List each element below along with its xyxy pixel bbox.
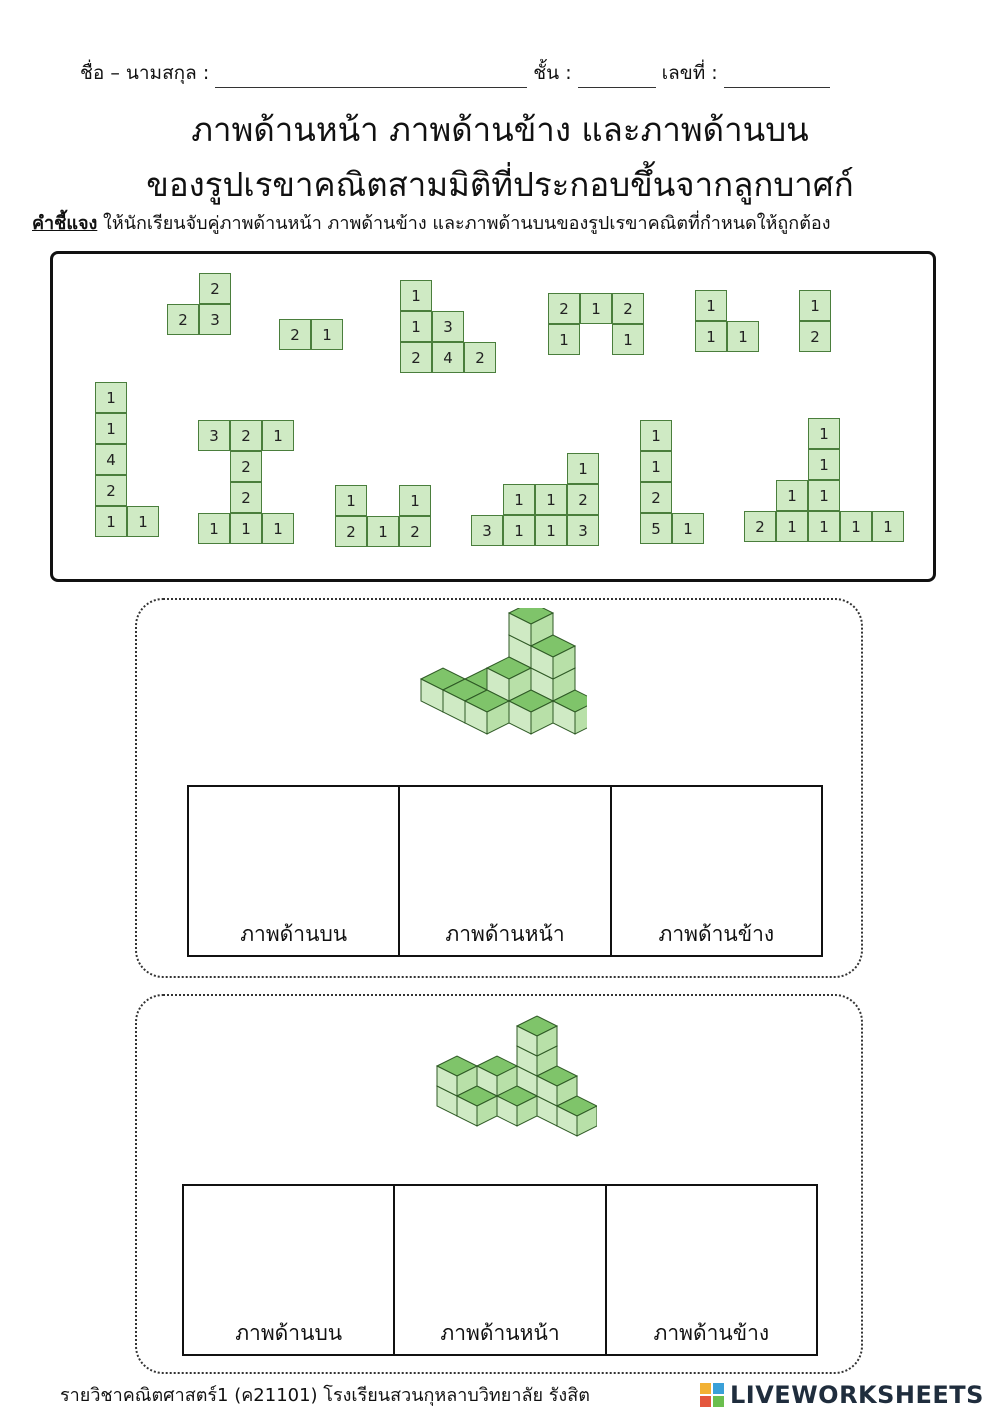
- front-view-label: ภาพด้านหน้า: [440, 1321, 560, 1345]
- view-cell: 1: [808, 449, 840, 480]
- view-cell: 1: [548, 324, 580, 355]
- liveworksheets-logo-icon: [700, 1383, 724, 1407]
- student-info-line: [80, 58, 900, 88]
- view-cell: 1: [198, 513, 230, 544]
- view-cell: 1: [776, 480, 808, 511]
- drop-zone-top-view[interactable]: [189, 787, 400, 955]
- view-cell: 4: [432, 342, 464, 373]
- view-cell: 3: [199, 304, 231, 335]
- view-cell: 1: [535, 515, 567, 546]
- view-cell: 1: [95, 506, 127, 537]
- view-cell: 1: [776, 511, 808, 542]
- drop-zone-front-view[interactable]: [400, 787, 611, 955]
- view-cell: 1: [399, 485, 431, 516]
- view-cell: 1: [95, 413, 127, 444]
- view-cell: 1: [612, 324, 644, 355]
- view-cell: 1: [727, 321, 759, 352]
- view-cell: 3: [567, 515, 599, 546]
- view-cell: 1: [840, 511, 872, 542]
- view-cell: 3: [432, 311, 464, 342]
- page-title-line1: ภาพด้านหน้า ภาพด้านข้าง และภาพด้านบน: [191, 110, 809, 149]
- view-cell: 2: [567, 484, 599, 515]
- view-cell: 1: [808, 511, 840, 542]
- instructions: [32, 208, 972, 237]
- top-view-label: ภาพด้านบน: [240, 922, 348, 946]
- view-cell: 2: [640, 482, 672, 513]
- view-cell: 2: [464, 342, 496, 373]
- watermark-text: LIVEWORKSHEETS: [730, 1381, 984, 1409]
- name-blank[interactable]: [215, 67, 527, 88]
- view-cell: 1: [695, 290, 727, 321]
- side-view-label: ภาพด้านข้าง: [658, 922, 775, 946]
- view-cell: 3: [471, 515, 503, 546]
- task-card-2: [135, 994, 863, 1374]
- view-cell: 2: [335, 516, 367, 547]
- view-cell: 2: [230, 451, 262, 482]
- view-cell: 2: [399, 516, 431, 547]
- view-cell: 1: [640, 420, 672, 451]
- drop-zone-front-view[interactable]: [395, 1186, 606, 1354]
- view-cell: 2: [744, 511, 776, 542]
- cube-figure-2: [417, 1006, 597, 1186]
- drop-zone-top-view[interactable]: [184, 1186, 395, 1354]
- liveworksheets-watermark: [700, 1376, 1000, 1414]
- view-cell: 1: [808, 418, 840, 449]
- instructions-label: คำชี้แจง: [32, 213, 98, 234]
- view-cell: 2: [230, 420, 262, 451]
- view-cell: 2: [199, 273, 231, 304]
- view-cell: 1: [400, 311, 432, 342]
- answer-choices-box: [50, 251, 936, 582]
- view-cell: 2: [799, 321, 831, 352]
- view-cell: 1: [808, 480, 840, 511]
- view-table-2: [182, 1184, 818, 1356]
- view-cell: 1: [400, 280, 432, 311]
- view-cell: 1: [127, 506, 159, 537]
- view-cell: 2: [167, 304, 199, 335]
- view-cell: 1: [335, 485, 367, 516]
- view-cell: 1: [503, 515, 535, 546]
- view-cell: 2: [548, 293, 580, 324]
- drop-zone-side-view[interactable]: [607, 1186, 816, 1354]
- cube-stack-2: [437, 1016, 597, 1136]
- view-cell: 1: [580, 293, 612, 324]
- view-cell: 4: [95, 444, 127, 475]
- class-blank[interactable]: [578, 67, 656, 88]
- view-cell: 1: [367, 516, 399, 547]
- view-cell: 1: [535, 484, 567, 515]
- front-view-label: ภาพด้านหน้า: [445, 922, 565, 946]
- number-blank[interactable]: [724, 67, 830, 88]
- view-cell: 1: [262, 513, 294, 544]
- footer-text: รายวิชาคณิตศาสตร์1 (ค21101) โรงเรียนสวนกุหลาบวิทยาลัย รังสิต: [60, 1385, 590, 1406]
- view-cell: 2: [95, 475, 127, 506]
- side-view-label: ภาพด้านข้าง: [653, 1321, 770, 1345]
- view-cell: 2: [400, 342, 432, 373]
- cube-figure-1: [407, 608, 587, 788]
- view-cell: 1: [799, 290, 831, 321]
- drop-zone-side-view[interactable]: [612, 787, 821, 955]
- page-title-line2: ของรูปเรขาคณิตสามมิติที่ประกอบขึ้นจากลูกบาศก์: [146, 165, 854, 204]
- class-label: ชั้น :: [533, 62, 572, 84]
- view-cell: 1: [872, 511, 904, 542]
- view-cell: 2: [612, 293, 644, 324]
- view-cell: 1: [567, 453, 599, 484]
- view-cell: 5: [640, 513, 672, 544]
- view-table-1: [187, 785, 823, 957]
- view-cell: 2: [230, 482, 262, 513]
- number-label: เลขที่ :: [661, 62, 718, 84]
- view-cell: 1: [262, 420, 294, 451]
- view-cell: 2: [279, 319, 311, 350]
- top-view-label: ภาพด้านบน: [235, 1321, 343, 1345]
- view-cell: 1: [95, 382, 127, 413]
- view-cell: 1: [311, 319, 343, 350]
- view-cell: 1: [503, 484, 535, 515]
- task-card-1: [135, 598, 863, 978]
- cube-stack-1: [421, 608, 587, 734]
- name-label: ชื่อ – นามสกุล :: [80, 62, 210, 84]
- view-cell: 1: [672, 513, 704, 544]
- view-cell: 1: [230, 513, 262, 544]
- instructions-text: ให้นักเรียนจับคู่ภาพด้านหน้า ภาพด้านข้าง และภาพด้านบนของรูปเรขาคณิตที่กำหนดให้ถูกต้อง: [103, 213, 831, 234]
- view-cell: 1: [640, 451, 672, 482]
- view-cell: 1: [695, 321, 727, 352]
- view-cell: 3: [198, 420, 230, 451]
